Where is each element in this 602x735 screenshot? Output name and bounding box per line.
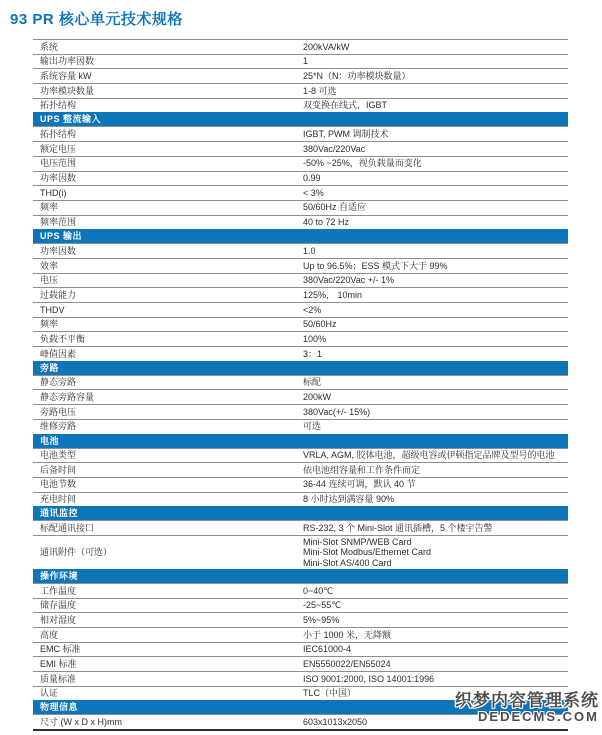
- spec-value: 380Vac/220Vac: [303, 143, 366, 154]
- spec-label: 静态旁路容量: [40, 392, 95, 403]
- dedecms-watermark: [455, 692, 599, 724]
- spec-value: 100%: [303, 333, 327, 344]
- spec-row: [33, 215, 568, 230]
- spec-value: 50/60Hz: [303, 319, 337, 330]
- spec-row: [33, 627, 568, 642]
- spec-row: [33, 671, 568, 686]
- spec-label: 功率因数: [40, 245, 77, 256]
- spec-label: 尺寸 (W x D x H)mm: [40, 717, 122, 728]
- spec-label: 质量标准: [40, 673, 77, 684]
- spec-value: 1-8 可选: [303, 85, 337, 96]
- spec-row: [33, 462, 568, 477]
- spec-row: [33, 156, 568, 171]
- spec-row: [33, 98, 568, 113]
- spec-row: [33, 375, 568, 390]
- spec-label: 频率范围: [40, 217, 77, 228]
- spec-value: 25*N（N：功率模块数量）: [303, 70, 411, 81]
- spec-row: [33, 598, 568, 613]
- spec-row: [33, 492, 568, 507]
- spec-label: 相对湿度: [40, 614, 77, 625]
- spec-row: [33, 200, 568, 215]
- spec-label: 电池类型: [40, 450, 77, 461]
- section-header: 物理信息: [33, 700, 568, 714]
- spec-row: [33, 583, 568, 598]
- spec-label: 后备时间: [40, 464, 77, 475]
- spec-label: 负载不平衡: [40, 333, 86, 344]
- spec-label: 拓扑结构: [40, 129, 77, 140]
- spec-row: [33, 185, 568, 200]
- spec-label: 功率模块数量: [40, 85, 95, 96]
- spec-row: [33, 419, 568, 434]
- spec-label: 认证: [40, 688, 59, 699]
- spec-label: 标配通讯接口: [40, 522, 95, 533]
- spec-table: [33, 39, 568, 731]
- spec-label: 过载能力: [40, 289, 77, 300]
- spec-label: 拓扑结构: [40, 100, 77, 111]
- spec-label: THDV: [40, 304, 65, 315]
- spec-value: EN5550022/EN55024: [303, 658, 391, 669]
- spec-value: <2%: [303, 304, 322, 315]
- spec-value: 5%~95%: [303, 614, 340, 625]
- spec-label: 电压: [40, 275, 59, 286]
- spec-row: [33, 448, 568, 463]
- spec-row: [33, 302, 568, 317]
- spec-value: VRLA, AGM, 胶体电池，超级电容或伊顿指定品牌及型号的电池: [303, 450, 555, 461]
- spec-value: 8 小时达到满容量 90%: [303, 494, 395, 505]
- spec-value: 380Vac(+/- 15%): [303, 406, 371, 417]
- section-header: UPS 输出: [33, 229, 568, 243]
- spec-row: [33, 243, 568, 258]
- spec-row: [33, 258, 568, 273]
- spec-row: [33, 287, 568, 302]
- spec-value-line: Mini-Slot Modbus/Ethernet Card: [303, 547, 432, 558]
- spec-row: [33, 389, 568, 404]
- spec-value: 200kW: [303, 392, 332, 403]
- spec-value: 双变换在线式，IGBT: [303, 100, 388, 111]
- spec-label: 系统: [40, 41, 59, 52]
- spec-value: 0.99: [303, 173, 321, 184]
- spec-label: 额定电压: [40, 143, 77, 154]
- spec-value: < 3%: [303, 187, 324, 198]
- spec-label: 旁路电压: [40, 406, 77, 417]
- spec-label: 电池节数: [40, 479, 77, 490]
- section-header: UPS 整流输入: [33, 112, 568, 126]
- watermark-text-en: DEDECMS.COM: [478, 709, 599, 724]
- spec-label: 频率: [40, 202, 59, 213]
- spec-value: Up to 96.5%；ESS 模式下大于 99%: [303, 260, 448, 271]
- spec-value: -50% ~25%，视负载量而变化: [303, 158, 422, 169]
- spec-value: IEC61000-4: [303, 644, 352, 655]
- spec-row: [33, 331, 568, 346]
- spec-value: 标配: [303, 377, 322, 388]
- spec-label: 效率: [40, 260, 59, 271]
- spec-value: 小于 1000 米，无降额: [303, 629, 392, 640]
- spec-value: 36-44 连续可调，默认 40 节: [303, 479, 416, 490]
- spec-value: 380Vac/220Vac +/- 1%: [303, 275, 394, 286]
- spec-row: [33, 404, 568, 419]
- spec-row: [33, 346, 568, 361]
- spec-label: 电压范围: [40, 158, 77, 169]
- spec-label: 系统容量 kW: [40, 70, 92, 81]
- spec-value: 1: [303, 56, 309, 67]
- spec-value: [303, 537, 568, 569]
- spec-row: [33, 642, 568, 657]
- spec-label: THD(i): [40, 187, 67, 198]
- spec-value: 40 to 72 Hz: [303, 217, 350, 228]
- spec-value: -25~55℃: [303, 600, 342, 611]
- spec-label: 工作温度: [40, 585, 77, 596]
- spec-row: [33, 126, 568, 141]
- spec-value: RS-232, 3 个 Mini-Slot 通讯插槽，5 个楼宇告警: [303, 522, 493, 533]
- spec-row: [33, 273, 568, 288]
- spec-row: [33, 54, 568, 69]
- spec-label: 峰值因素: [40, 348, 77, 359]
- spec-value: ISO 9001:2000, ISO 14001:1996: [303, 673, 435, 684]
- section-header: 操作环境: [33, 569, 568, 583]
- section-header: 通讯监控: [33, 506, 568, 520]
- spec-value: 200kVA/kW: [303, 41, 350, 52]
- spec-row: [33, 141, 568, 156]
- section-header: 旁路: [33, 361, 568, 375]
- spec-row: [33, 477, 568, 492]
- spec-label: 维修旁路: [40, 421, 77, 432]
- spec-label: 充电时间: [40, 494, 77, 505]
- spec-row: [33, 39, 568, 54]
- spec-label: 储存温度: [40, 600, 77, 611]
- spec-label: 静态旁路: [40, 377, 77, 388]
- spec-row: [33, 317, 568, 332]
- watermark-text-cn: 织梦内容管理系统: [455, 691, 599, 710]
- spec-row: [33, 535, 568, 569]
- spec-value: 125%， 10min: [303, 289, 363, 300]
- spec-value: 0~40℃: [303, 585, 334, 596]
- spec-row: [33, 68, 568, 83]
- spec-value: 可选: [303, 421, 322, 432]
- spec-row: [33, 83, 568, 98]
- spec-value: 603x1013x2050: [303, 717, 368, 728]
- spec-value: IGBT, PWM 调制技术: [303, 129, 389, 140]
- spec-value-line: Mini-Slot AS/400 Card: [303, 557, 392, 568]
- spec-row: [33, 520, 568, 535]
- section-header: 电池: [33, 434, 568, 448]
- spec-value: 3：1: [303, 348, 323, 359]
- spec-label: 功率因数: [40, 173, 77, 184]
- spec-row: [33, 656, 568, 671]
- spec-value: TLC（中国）: [303, 688, 357, 699]
- spec-value-line: Mini-Slot SNMP/WEB Card: [303, 536, 412, 547]
- spec-label: 高度: [40, 629, 59, 640]
- spec-label: EMI 标准: [40, 658, 77, 669]
- page-title: 93 PR 核心单元技术规格: [10, 11, 183, 28]
- spec-label: 频率: [40, 319, 59, 330]
- spec-row: [33, 171, 568, 186]
- spec-label: 输出功率因数: [40, 56, 95, 67]
- spec-value: 50/60Hz 自适应: [303, 202, 367, 213]
- spec-row: [33, 612, 568, 627]
- spec-value: 依电池组容量和工作条件而定: [303, 464, 421, 475]
- spec-value: 1.0: [303, 245, 316, 256]
- spec-label: EMC 标准: [40, 644, 81, 655]
- spec-label: 通讯附件（可选）: [40, 547, 113, 558]
